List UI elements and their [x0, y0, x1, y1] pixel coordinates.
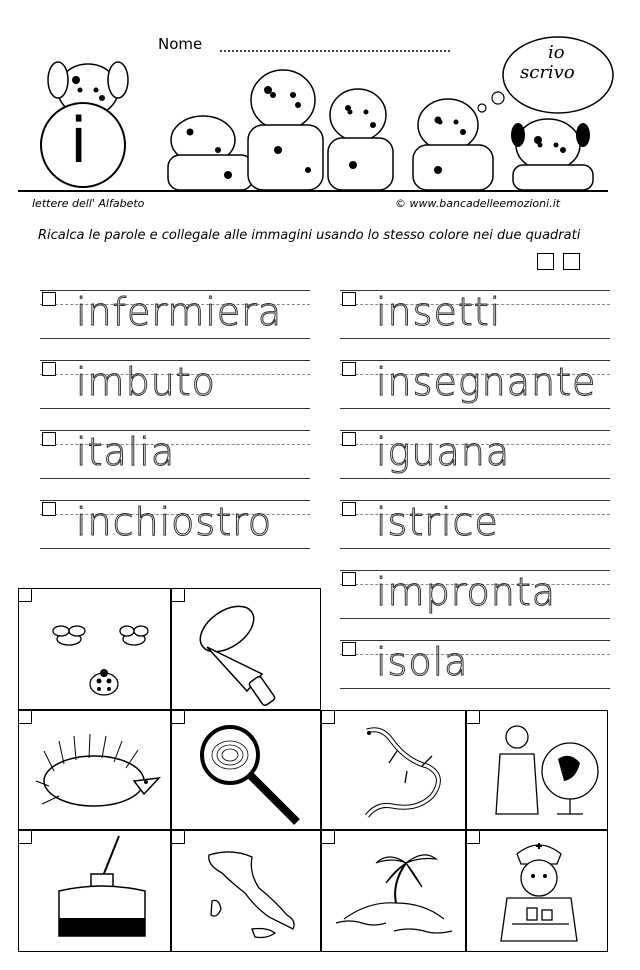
trace-word[interactable]: inchiostro: [76, 500, 273, 544]
bubble-text-1: io: [548, 42, 565, 63]
trace-word[interactable]: impronta: [376, 570, 557, 614]
island-picture-cell: [321, 830, 466, 952]
trace-word[interactable]: isola: [376, 640, 469, 684]
answer-square[interactable]: [42, 292, 56, 306]
word-row-left-2: [40, 360, 310, 416]
porcupine-picture: [34, 726, 164, 821]
italy-map-picture: [197, 843, 307, 948]
copyright-caption: © www.bancadelleemozioni.it: [395, 197, 561, 210]
answer-square[interactable]: [342, 642, 356, 656]
teacher-globe-picture: [482, 719, 602, 829]
italy-picture-cell: [171, 830, 321, 952]
answer-square[interactable]: [42, 362, 56, 376]
answer-square[interactable]: [466, 830, 480, 844]
word-row-right-4: [340, 500, 610, 556]
fingerprint-picture-cell: [171, 710, 321, 830]
nurse-picture-cell: [466, 830, 608, 952]
name-label: Nome: [158, 35, 203, 53]
answer-square[interactable]: [42, 502, 56, 516]
answer-square[interactable]: [18, 588, 32, 602]
trace-word[interactable]: istrice: [376, 500, 499, 544]
answer-square[interactable]: [342, 432, 356, 446]
alphabet-caption: lettere dell' Alfabeto: [32, 197, 145, 210]
funnel-picture: [187, 599, 307, 709]
word-row-right-3: [340, 430, 610, 486]
inkwell-picture: [49, 836, 149, 946]
answer-square[interactable]: [171, 830, 185, 844]
trace-word[interactable]: italia: [76, 430, 176, 474]
trace-word[interactable]: imbuto: [76, 360, 216, 404]
answer-square[interactable]: [18, 830, 32, 844]
inkwell-picture-cell: [18, 830, 171, 952]
porcupine-picture-cell: [18, 710, 171, 830]
color-key-square-2[interactable]: [563, 253, 580, 270]
teacher-picture-cell: [466, 710, 608, 830]
instruction-text: Ricalca le parole e collegale alle immagini usando lo stesso colore nei due quadrati: [38, 228, 581, 243]
word-row-right-2: [340, 360, 610, 416]
answer-square[interactable]: [42, 432, 56, 446]
trace-word[interactable]: insetti: [376, 290, 502, 334]
answer-square[interactable]: [321, 830, 335, 844]
trace-word[interactable]: insegnante: [376, 360, 597, 404]
trace-word[interactable]: iguana: [376, 430, 511, 474]
funnel-picture-cell: [171, 588, 321, 710]
answer-square[interactable]: [342, 362, 356, 376]
answer-square[interactable]: [171, 588, 185, 602]
word-row-left-1: [40, 290, 310, 346]
answer-square[interactable]: [466, 710, 480, 724]
word-row-left-4: [40, 500, 310, 556]
word-row-right-1: [340, 290, 610, 346]
insects-picture: [39, 609, 159, 704]
iguana-picture-cell: [321, 710, 466, 830]
answer-square[interactable]: [342, 292, 356, 306]
answer-square[interactable]: [171, 710, 185, 724]
bubble-text-2: scrivo: [520, 62, 575, 83]
word-row-right-6: [340, 640, 610, 696]
answer-square[interactable]: [342, 572, 356, 586]
insects-picture-cell: [18, 588, 171, 710]
fingerprint-magnifier-picture: [192, 719, 312, 829]
header-baseline: [18, 190, 608, 192]
nurse-picture: [487, 836, 592, 948]
word-row-left-3: [40, 430, 310, 486]
color-key-square-1[interactable]: [537, 253, 554, 270]
island-picture: [334, 841, 459, 946]
answer-square[interactable]: [18, 710, 32, 724]
big-letter: i: [70, 104, 88, 177]
trace-word[interactable]: infermiera: [76, 290, 283, 334]
answer-square[interactable]: [342, 502, 356, 516]
word-row-right-5: [340, 570, 610, 626]
answer-square[interactable]: [321, 710, 335, 724]
iguana-picture: [337, 721, 457, 826]
